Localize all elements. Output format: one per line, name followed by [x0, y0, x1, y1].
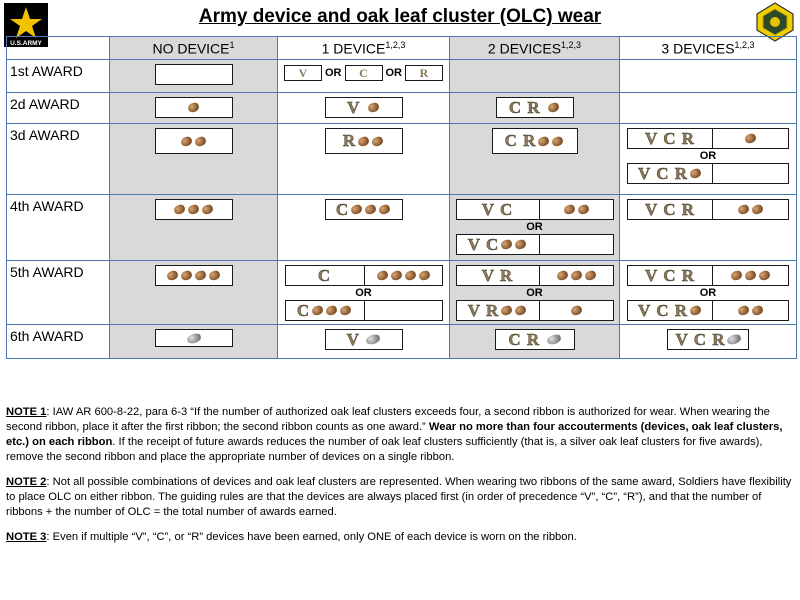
ribbon — [365, 300, 443, 321]
ribbon — [155, 128, 233, 154]
column-header-1-device: 1 DEVICE$^{1,2,3}$ — [278, 37, 450, 60]
ribbon — [284, 65, 322, 81]
c-device: C — [296, 300, 311, 320]
ribbon — [540, 199, 614, 220]
cell-no-device — [110, 195, 278, 261]
ribbon-pair — [627, 300, 789, 321]
note-2 — [6, 475, 794, 520]
or-label: OR — [355, 287, 372, 299]
note-bold-text: Wear no more than four accouterments (devices, oak leaf clusters, etc.) on each ribbon — [6, 421, 783, 448]
cell-2-devices — [450, 325, 620, 359]
oak-leaf-cluster-icon — [325, 305, 338, 317]
oak-leaf-cluster-icon — [378, 204, 391, 216]
row-3d-award — [7, 124, 797, 195]
cell-2-devices — [450, 124, 620, 195]
cell-2-devices — [450, 93, 620, 124]
column-header-3-devices: 3 DEVICES$^{1,2,3}$ — [620, 37, 797, 60]
cell-no-device — [110, 124, 278, 195]
silver-oak-leaf-cluster-icon — [726, 333, 742, 345]
cell-1-device — [278, 261, 450, 325]
v-device: V — [347, 97, 361, 117]
r-device: R — [419, 65, 429, 80]
oak-leaf-cluster-icon — [376, 270, 389, 282]
oak-leaf-cluster-icon — [758, 270, 771, 282]
cr-devices: C R — [504, 131, 537, 150]
cr-devices: C R — [508, 329, 541, 349]
oak-leaf-cluster-icon — [751, 204, 764, 216]
oak-leaf-cluster-icon — [551, 135, 564, 147]
ribbon — [155, 64, 233, 85]
oak-leaf-cluster-icon — [570, 270, 583, 282]
ribbon — [285, 265, 365, 286]
oak-leaf-cluster-icon — [208, 270, 221, 282]
r-device: R — [342, 131, 357, 150]
ribbon — [540, 300, 614, 321]
ribbon — [492, 128, 578, 154]
oak-leaf-cluster-icon — [357, 135, 370, 147]
ribbon — [496, 97, 574, 118]
column-header-2-devices: 2 DEVICES$^{1,2,3}$ — [450, 37, 620, 60]
row-label: 6th AWARD — [7, 325, 110, 359]
oak-leaf-cluster-icon — [166, 270, 179, 282]
oak-leaf-cluster-icon — [577, 204, 590, 216]
oak-leaf-cluster-icon — [311, 305, 324, 317]
vcr-devices: V C R — [637, 163, 689, 183]
ribbon — [325, 97, 403, 118]
oak-leaf-cluster-icon — [180, 135, 193, 147]
ribbon-pair — [627, 265, 789, 286]
cell-1-device — [278, 325, 450, 359]
v-device: V — [346, 329, 360, 349]
ribbon — [345, 65, 383, 81]
oak-leaf-cluster-icon — [547, 102, 560, 114]
oak-leaf-cluster-icon — [187, 102, 200, 114]
vcr-devices: V C R — [644, 199, 696, 219]
cr-devices: C R — [508, 97, 541, 117]
oak-leaf-cluster-icon — [173, 204, 186, 216]
ribbon — [713, 199, 789, 220]
row-label: 4th AWARD — [7, 195, 110, 261]
oak-leaf-cluster-icon — [350, 204, 363, 216]
oak-leaf-cluster-icon — [556, 270, 569, 282]
ribbon — [456, 199, 540, 220]
ribbon-pair — [456, 199, 614, 220]
header-row — [7, 37, 797, 60]
vc-devices: V C — [481, 199, 514, 219]
row-label: 3d AWARD — [7, 124, 110, 195]
ribbon — [285, 300, 365, 321]
ribbon — [627, 128, 713, 149]
ribbon — [325, 329, 403, 350]
oak-leaf-cluster-icon — [563, 204, 576, 216]
page-title: Army device and oak leaf cluster (OLC) wear — [198, 6, 602, 27]
vcr-devices: V C R — [675, 329, 726, 349]
oak-leaf-cluster-icon — [737, 305, 750, 317]
or-label: OR — [699, 287, 717, 299]
oak-leaf-cluster-icon — [364, 204, 377, 216]
oak-leaf-cluster-icon — [730, 270, 743, 282]
oak-leaf-cluster-icon — [584, 270, 597, 282]
oak-leaf-cluster-icon — [500, 305, 513, 317]
vr-devices: V R — [467, 300, 500, 320]
ribbon — [713, 163, 789, 184]
cell-2-devices — [450, 60, 620, 93]
or-label: OR — [385, 67, 402, 79]
ribbon — [540, 265, 614, 286]
vcr-devices: V C R — [644, 265, 696, 285]
ribbon — [627, 199, 713, 220]
row-1st-award — [7, 60, 797, 93]
oak-leaf-cluster-icon — [180, 270, 193, 282]
cell-1-device — [278, 195, 450, 261]
device-wear-table — [6, 36, 797, 359]
cell-no-device — [110, 93, 278, 124]
oak-leaf-cluster-icon — [537, 135, 550, 147]
ribbon-pair — [627, 128, 789, 149]
ribbon-pair — [456, 265, 614, 286]
cell-1-device — [278, 60, 450, 93]
c-device: C — [359, 65, 368, 80]
oak-leaf-cluster-icon — [751, 305, 764, 317]
cell-3-devices — [620, 261, 797, 325]
ribbon — [155, 199, 233, 220]
note-text: : IAW AR 600-8-22, para 6-3 “If the number of authorized oak leaf clusters exceeds four, a second ribbon is authorized for wear. When wearing the second ribbon, place it after the first ribbon; the second ribbon counts as one award.” — [6, 406, 770, 433]
vcr-devices: V C R — [644, 128, 696, 148]
oak-leaf-cluster-icon — [390, 270, 403, 282]
vc-devices: V C — [467, 234, 500, 254]
cell-3-devices — [620, 195, 797, 261]
oak-leaf-cluster-icon — [194, 135, 207, 147]
row-6th-award — [7, 325, 797, 359]
ribbon-pair — [627, 163, 789, 184]
row-label: 5th AWARD — [7, 261, 110, 325]
ribbon — [456, 265, 540, 286]
cell-1-device — [278, 124, 450, 195]
note-label: NOTE 2 — [6, 476, 47, 488]
ribbon — [155, 329, 233, 347]
column-header-no-device: NO DEVICE$^1$ — [110, 37, 278, 60]
ribbon — [325, 128, 403, 154]
cell-3-devices — [620, 60, 797, 93]
note-3 — [6, 530, 794, 545]
row-5th-award — [7, 261, 797, 325]
silver-oak-leaf-cluster-icon — [546, 333, 562, 345]
or-label: OR — [325, 67, 342, 79]
or-label: OR — [699, 150, 717, 162]
note-label: NOTE 3 — [6, 531, 47, 543]
oak-leaf-cluster-icon — [371, 135, 384, 147]
corner-cell — [7, 37, 110, 60]
oak-leaf-cluster-icon — [187, 204, 200, 216]
cell-3-devices — [620, 124, 797, 195]
oak-leaf-cluster-icon — [339, 305, 352, 317]
ribbon — [456, 300, 540, 321]
oak-leaf-cluster-icon — [500, 239, 513, 251]
v-device: V — [298, 65, 308, 80]
oak-leaf-cluster-icon — [201, 204, 214, 216]
row-2d-award — [7, 93, 797, 124]
ribbon — [456, 234, 540, 255]
oak-leaf-cluster-icon — [744, 270, 757, 282]
ribbon — [627, 300, 713, 321]
logo-text: U.S.ARMY — [10, 40, 42, 47]
oak-leaf-cluster-icon — [514, 239, 527, 251]
ribbon — [365, 265, 443, 286]
ribbon — [495, 329, 575, 350]
note-label: NOTE 1 — [6, 406, 47, 418]
ribbon-pair — [456, 300, 614, 321]
ribbon — [155, 265, 233, 286]
vr-devices: V R — [481, 265, 514, 285]
oak-leaf-cluster-icon — [367, 102, 380, 114]
oak-leaf-cluster-icon — [689, 305, 702, 317]
oak-leaf-cluster-icon — [744, 133, 757, 145]
cell-no-device — [110, 261, 278, 325]
note-text: : Even if multiple “V”, “C”, or “R” devices have been earned, only ONE of each device is worn on the ribbon. — [46, 531, 577, 543]
cell-3-devices — [620, 325, 797, 359]
or-label: OR — [526, 221, 543, 233]
oak-leaf-cluster-icon — [737, 204, 750, 216]
notes-section — [6, 405, 794, 555]
ribbon-pair — [456, 234, 614, 255]
cell-2-devices — [450, 195, 620, 261]
c-device: C — [335, 199, 350, 219]
cell-no-device — [110, 325, 278, 359]
oak-leaf-cluster-icon — [514, 305, 527, 317]
ribbon — [627, 265, 713, 286]
ribbon — [713, 128, 789, 149]
ribbon — [713, 265, 789, 286]
ribbon — [155, 97, 233, 118]
row-label: 1st AWARD — [7, 60, 110, 93]
note-text: . If the receipt of future awards reduces the number of oak leaf clusters sufficiently (that is, a silver oak leaf clusters for five awards), remove the second ribbon and place the appropriate number of devices on a single ribbon. — [6, 436, 763, 463]
ribbon-pair — [627, 199, 789, 220]
cell-1-device — [278, 93, 450, 124]
vcr-devices: V C R — [637, 300, 689, 320]
silver-oak-leaf-cluster-icon — [186, 332, 202, 344]
oak-leaf-cluster-icon — [418, 270, 431, 282]
or-label: OR — [526, 287, 543, 299]
ribbon — [713, 300, 789, 321]
ribbon — [627, 163, 713, 184]
c-device: C — [317, 265, 332, 285]
cell-no-device — [110, 60, 278, 93]
ribbon-pair — [285, 300, 443, 321]
silver-oak-leaf-cluster-icon — [365, 333, 381, 345]
ribbon-pair — [285, 265, 443, 286]
oak-leaf-cluster-icon — [404, 270, 417, 282]
note-text: : Not all possible combinations of devices and oak leaf clusters are represented. When wearing two ribbons of the same award, Soldiers have flexibility to place OLC on either ribbon. The guiding rules are that the devices are always placed first (in order of precedence “V”, “C”, “R”), and that the number of ribbons + the number of OLC = the total number of awards earned. — [6, 476, 792, 518]
ribbon — [667, 329, 749, 350]
ribbon — [405, 65, 443, 81]
cell-2-devices — [450, 261, 620, 325]
note-1 — [6, 405, 794, 465]
ribbon — [325, 199, 403, 220]
oak-leaf-cluster-icon — [194, 270, 207, 282]
ribbon — [540, 234, 614, 255]
row-label: 2d AWARD — [7, 93, 110, 124]
row-4th-award — [7, 195, 797, 261]
oak-leaf-cluster-icon — [570, 305, 583, 317]
cell-3-devices — [620, 93, 797, 124]
oak-leaf-cluster-icon — [689, 168, 702, 180]
